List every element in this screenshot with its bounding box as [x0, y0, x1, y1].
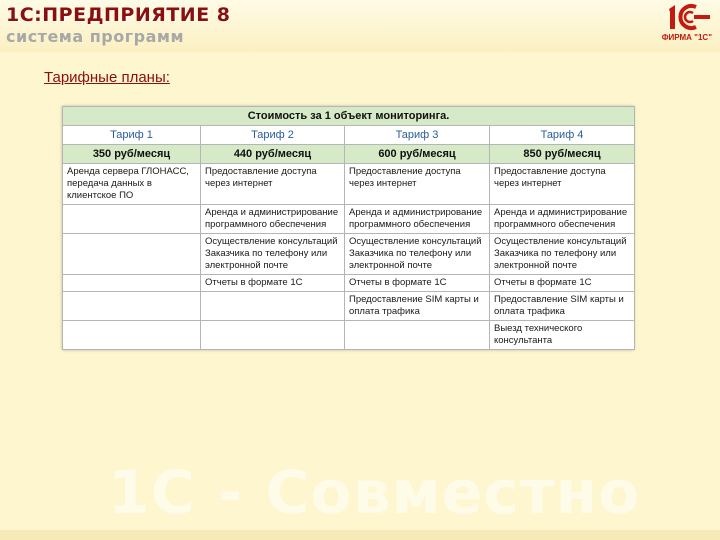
table-cell — [63, 321, 201, 350]
tariff-name: Тариф 2 — [201, 126, 345, 145]
table-cell: Осуществление консультаций Заказчика по телефону или электронной почте — [201, 234, 345, 275]
table-cell: Осуществление консультаций Заказчика по телефону или электронной почте — [490, 234, 635, 275]
table-row — [63, 205, 635, 234]
tariff-prices-row — [63, 145, 635, 164]
table-cell: Предоставление SIM карты и оплата трафика — [345, 292, 490, 321]
tariff-table-container — [62, 106, 634, 350]
tariff-table — [62, 106, 635, 350]
table-cell — [201, 321, 345, 350]
table-cell — [63, 205, 201, 234]
tariff-price: 600 руб/месяц — [345, 145, 490, 164]
watermark-text: 1С - Совместно — [108, 458, 641, 528]
table-title-row — [63, 107, 635, 126]
tariff-name: Тариф 4 — [490, 126, 635, 145]
table-row — [63, 321, 635, 350]
tariff-price: 440 руб/месяц — [201, 145, 345, 164]
table-cell: Аренда сервера ГЛОНАСС, передача данных в клиентское ПО — [63, 164, 201, 205]
table-cell — [345, 321, 490, 350]
table-cell: Осуществление консультаций Заказчика по телефону или электронной почте — [345, 234, 490, 275]
table-cell: Предоставление доступа через интернет — [490, 164, 635, 205]
section-title: Тарифные планы: — [44, 69, 170, 86]
table-cell: Предоставление SIM карты и оплата трафика — [490, 292, 635, 321]
table-cell: Аренда и администрирование программного обеспечения — [201, 205, 345, 234]
table-row — [63, 234, 635, 275]
table-cell — [63, 275, 201, 292]
brand-title: 1С:ПРЕДПРИЯТИЕ 8 — [6, 4, 231, 26]
brand-subtitle: система программ — [6, 27, 185, 46]
table-title: Стоимость за 1 объект мониторинга. — [63, 107, 635, 126]
table-cell: Отчеты в формате 1С — [345, 275, 490, 292]
tariff-price: 350 руб/месяц — [63, 145, 201, 164]
table-cell: Предоставление доступа через интернет — [201, 164, 345, 205]
table-cell: Отчеты в формате 1С — [201, 275, 345, 292]
table-cell: Выезд технического консультанта — [490, 321, 635, 350]
table-cell: Отчеты в формате 1С — [490, 275, 635, 292]
table-cell — [63, 234, 201, 275]
table-row — [63, 275, 635, 292]
logo-caption: ФИРМА "1С" — [661, 33, 712, 42]
tariff-names-row — [63, 126, 635, 145]
tariff-name: Тариф 3 — [345, 126, 490, 145]
table-cell: Предоставление доступа через интернет — [345, 164, 490, 205]
table-cell — [63, 292, 201, 321]
1c-logo-icon — [666, 3, 712, 31]
table-row — [63, 292, 635, 321]
table-cell — [201, 292, 345, 321]
table-cell: Аренда и администрирование программного обеспечения — [490, 205, 635, 234]
header-bar — [0, 0, 720, 52]
company-logo — [662, 3, 712, 47]
table-cell: Аренда и администрирование программного обеспечения — [345, 205, 490, 234]
table-row — [63, 164, 635, 205]
tariff-price: 850 руб/месяц — [490, 145, 635, 164]
bottom-strip — [0, 530, 720, 540]
tariff-name: Тариф 1 — [63, 126, 201, 145]
